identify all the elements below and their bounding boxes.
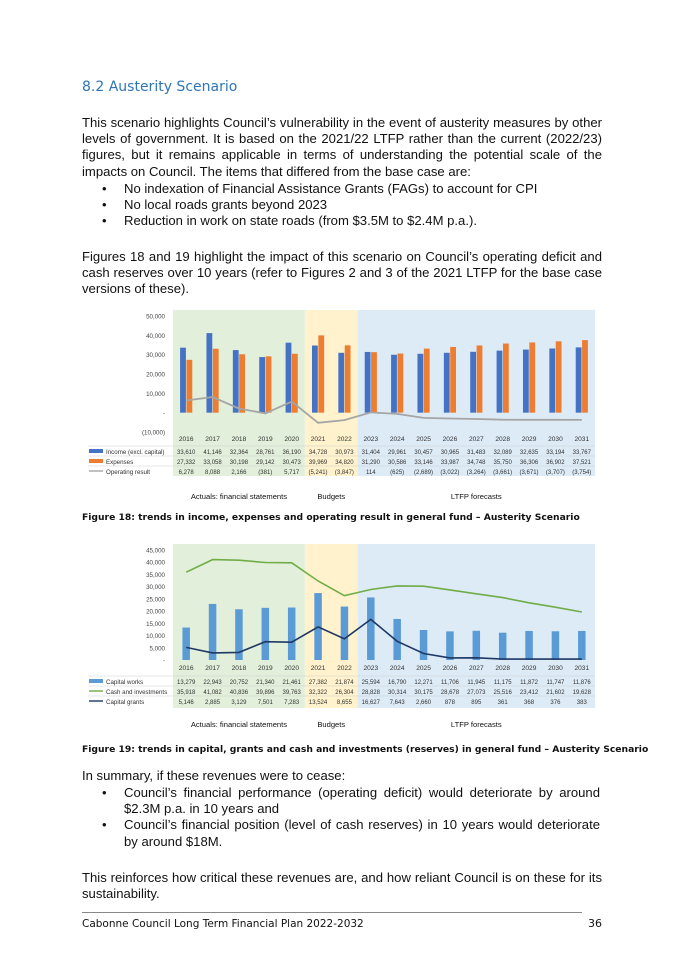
data-label: 39,896 — [256, 690, 275, 696]
x-tick-label: 2030 — [548, 665, 563, 672]
footer-title: Cabonne Council Long Term Financial Plan 2022-2032 — [82, 918, 364, 930]
bar — [213, 349, 219, 413]
data-label: (3,022) — [440, 470, 460, 476]
x-tick-label: 2021 — [310, 665, 326, 672]
bar — [552, 631, 560, 660]
data-label: (5,241) — [308, 470, 328, 476]
intro-paragraph: This scenario highlights Council’s vulnerability in the event of austerity measures by other levels of government. It is based on the 2021/22 LTFP rather than the current (2022/23) figures, but it remains applicable in terms of understanding the potential scale of the impacts on Council. The items that differed from the base case are: — [82, 115, 602, 179]
data-label: 21,602 — [546, 690, 565, 696]
x-tick-label: 2031 — [574, 436, 590, 443]
period-label-budgets: Budgets — [317, 492, 346, 501]
period-label-actuals: Actuals: financial statements — [190, 492, 288, 501]
data-label: 36,190 — [282, 450, 301, 456]
data-label: (2,689) — [414, 470, 434, 476]
x-tick-label: 2019 — [257, 436, 273, 443]
bar — [365, 352, 371, 413]
bar — [450, 347, 456, 413]
bar — [578, 631, 586, 660]
data-label: 21,461 — [282, 680, 301, 686]
series-name: Operating result — [106, 469, 151, 476]
data-label: 30,965 — [440, 450, 460, 456]
y-tick-label: 40,000 — [146, 332, 165, 340]
bar — [180, 348, 186, 413]
data-label: 30,198 — [229, 460, 249, 466]
figure-19-chart — [84, 538, 599, 738]
list-item: • Council’s financial performance (operating deficit) would deteriorate by around $2.3M p.a. in 10 years and — [100, 785, 600, 817]
section-heading: 8.2 Austerity Scenario — [82, 79, 238, 95]
series-name: Capital works — [106, 679, 144, 686]
bar — [446, 631, 454, 660]
data-label: 368 — [524, 700, 535, 706]
x-tick-label: 2025 — [416, 436, 431, 443]
bar — [397, 354, 403, 413]
data-label: 28,678 — [440, 690, 460, 696]
x-tick-label: 2022 — [337, 665, 352, 672]
data-label: 33,610 — [177, 450, 196, 456]
data-label: 3,129 — [231, 700, 247, 706]
data-label: (3,264) — [466, 470, 486, 476]
footer-divider — [82, 912, 582, 913]
data-label: 26,304 — [335, 690, 354, 696]
bar — [549, 348, 555, 412]
data-label: 21,340 — [256, 680, 275, 686]
data-label: 16,627 — [361, 700, 380, 706]
data-label: 27,332 — [177, 460, 196, 466]
data-label: 35,918 — [177, 690, 196, 696]
data-label: 36,902 — [546, 460, 565, 466]
x-tick-label: 2030 — [548, 436, 563, 443]
data-label: 11,706 — [440, 680, 459, 686]
data-label: 34,748 — [467, 460, 486, 466]
x-tick-label: 2018 — [231, 665, 247, 672]
legend-key — [89, 459, 103, 463]
bar — [420, 630, 428, 660]
data-label: 25,516 — [493, 690, 512, 696]
data-label: 11,747 — [546, 680, 565, 686]
bar — [233, 350, 239, 413]
list-item: • No indexation of Financial Assistance Grants (FAGs) to account for CPI — [100, 181, 600, 197]
legend-key — [89, 449, 103, 453]
x-tick-label: 2028 — [495, 665, 511, 672]
data-label: 7,643 — [389, 700, 405, 706]
bar — [523, 350, 529, 413]
data-label: 34,820 — [335, 460, 354, 466]
bar — [499, 633, 507, 660]
data-label: 13,279 — [177, 680, 196, 686]
list-item: • Council’s financial position (level of cash reserves) in 10 years would deteriorate by around $18M. — [100, 817, 600, 849]
data-label: 40,836 — [229, 690, 249, 696]
y-tick-label: 10,000 — [146, 390, 165, 398]
y-tick-label: - — [162, 657, 165, 665]
data-label: 23,412 — [519, 690, 539, 696]
differences-list — [100, 181, 600, 230]
data-label: 11,175 — [493, 680, 512, 686]
x-tick-label: 2029 — [521, 436, 537, 443]
figure-18-chart — [84, 300, 599, 508]
bar — [576, 347, 582, 412]
data-label: 33,058 — [203, 460, 222, 466]
closing-paragraph: This reinforces how critical these revenues are, and how reliant Council is on these for its sustainability. — [82, 870, 602, 902]
data-label: 32,364 — [229, 450, 249, 456]
period-label-actuals: Actuals: financial statements — [190, 720, 288, 729]
summary-list — [100, 785, 600, 850]
bar — [391, 355, 397, 413]
data-label: 39,763 — [282, 690, 301, 696]
data-label: 27,073 — [467, 690, 486, 696]
bar — [338, 353, 344, 413]
list-item: • Reduction in work on state roads (from $3.5M to $2.4M p.a.). — [100, 213, 600, 229]
data-label: (3,847) — [334, 470, 354, 476]
data-label: 31,290 — [361, 460, 380, 466]
data-label: 32,635 — [519, 450, 539, 456]
x-tick-label: 2022 — [337, 436, 352, 443]
x-tick-label: 2016 — [178, 665, 194, 672]
data-label: 22,943 — [203, 680, 222, 686]
bar — [312, 346, 318, 413]
x-tick-label: 2018 — [231, 436, 247, 443]
x-tick-label: 2023 — [363, 436, 379, 443]
data-label: 39,969 — [308, 460, 328, 466]
data-label: 16,790 — [388, 680, 407, 686]
data-label: 33,987 — [440, 460, 460, 466]
data-label: 878 — [444, 700, 455, 706]
bar — [417, 354, 423, 413]
data-label: 895 — [471, 700, 482, 706]
data-label: 30,175 — [414, 690, 433, 696]
data-label: 8,088 — [205, 470, 221, 476]
data-label: 31,483 — [467, 450, 486, 456]
bar — [182, 628, 190, 660]
data-label: 383 — [576, 700, 587, 706]
y-tick-label: 40,000 — [146, 559, 165, 567]
x-tick-label: 2019 — [257, 665, 273, 672]
bar — [288, 608, 296, 660]
data-label: 21,874 — [335, 680, 354, 686]
bar — [206, 333, 212, 413]
data-label: 6,278 — [178, 470, 194, 476]
y-tick-label: 25,000 — [146, 596, 165, 604]
period-label-forecasts: LTFP forecasts — [450, 492, 502, 501]
data-label: 28,761 — [256, 450, 275, 456]
x-tick-label: 2020 — [284, 665, 300, 672]
data-label: 11,945 — [467, 680, 486, 686]
data-label: 12,271 — [414, 680, 433, 686]
bar — [477, 345, 483, 412]
bar — [473, 631, 481, 660]
data-label: 13,524 — [308, 700, 328, 706]
data-label: 30,314 — [388, 690, 407, 696]
data-label: 30,457 — [414, 450, 433, 456]
data-label: (3,671) — [519, 470, 539, 476]
data-label: 20,752 — [229, 680, 249, 686]
bar — [525, 631, 533, 660]
x-tick-label: 2021 — [310, 436, 326, 443]
x-tick-label: 2029 — [521, 665, 537, 672]
bar — [239, 354, 245, 412]
data-label: 361 — [497, 700, 508, 706]
y-tick-label: (10,000) — [141, 429, 165, 437]
data-label: 41,146 — [203, 450, 222, 456]
data-label: 5,717 — [284, 470, 300, 476]
x-tick-label: 2031 — [574, 665, 590, 672]
x-tick-label: 2025 — [416, 665, 431, 672]
data-label: 114 — [366, 470, 376, 476]
data-label: 8,655 — [336, 700, 352, 706]
data-label: 2,660 — [416, 700, 432, 706]
y-tick-label: 5,000 — [149, 645, 165, 653]
bar — [470, 352, 476, 413]
data-label: 7,283 — [284, 700, 300, 706]
data-label: 2,885 — [205, 700, 221, 706]
y-tick-label: 30,000 — [146, 584, 165, 592]
bar — [424, 349, 430, 413]
data-label: (625) — [390, 470, 405, 476]
x-tick-label: 2023 — [363, 665, 379, 672]
bar — [503, 344, 509, 413]
x-tick-label: 2017 — [205, 665, 220, 672]
series-name: Expenses — [106, 459, 134, 466]
figure-18-caption: Figure 18: trends in income, expenses and operating result in general fund – Austerity Scenario — [82, 512, 580, 523]
data-label: 30,586 — [388, 460, 407, 466]
x-tick-label: 2026 — [442, 665, 458, 672]
y-tick-label: - — [162, 410, 165, 418]
data-label: 33,146 — [414, 460, 433, 466]
data-label: 36,306 — [519, 460, 539, 466]
x-tick-label: 2017 — [205, 436, 220, 443]
x-tick-label: 2016 — [178, 436, 194, 443]
bar — [497, 351, 503, 413]
bar — [556, 341, 562, 412]
y-tick-label: 20,000 — [146, 371, 165, 379]
data-label: (381) — [258, 470, 273, 476]
x-tick-label: 2024 — [389, 436, 405, 443]
bar — [529, 342, 535, 412]
bar — [341, 607, 349, 660]
bar — [259, 357, 265, 413]
y-tick-label: 45,000 — [146, 547, 165, 555]
data-label: 25,594 — [361, 680, 380, 686]
list-item: • No local roads grants beyond 2023 — [100, 197, 600, 213]
data-label: 34,728 — [308, 450, 328, 456]
data-label: 11,872 — [520, 680, 539, 686]
x-tick-label: 2028 — [495, 436, 511, 443]
data-label: 376 — [550, 700, 561, 706]
data-label: (3,754) — [572, 470, 592, 476]
y-tick-label: 50,000 — [146, 313, 165, 321]
y-tick-label: 10,000 — [146, 633, 165, 641]
data-label: 11,876 — [572, 680, 591, 686]
data-label: 5,146 — [178, 700, 194, 706]
x-tick-label: 2024 — [389, 665, 405, 672]
figures-paragraph: Figures 18 and 19 highlight the impact of this scenario on Council’s operating deficit and cash reserves over 10 years (refer to Figures 2 and 3 of the 2021 LTFP for the base case versions of these). — [82, 249, 602, 297]
series-name: Income (excl. capital) — [106, 449, 165, 456]
figure-19-caption: Figure 19: trends in capital, grants and cash and investments (reserves) in general fund – Austerity Scenario — [82, 744, 649, 755]
series-name: Capital grants — [106, 699, 145, 706]
bar — [582, 340, 588, 413]
x-tick-label: 2027 — [468, 436, 484, 443]
bar — [345, 345, 351, 412]
data-label: 31,404 — [361, 450, 380, 456]
data-label: 35,750 — [493, 460, 512, 466]
x-tick-label: 2027 — [468, 665, 484, 672]
page-number: 36 — [588, 917, 602, 930]
data-label: 32,322 — [308, 690, 328, 696]
period-label-budgets: Budgets — [317, 720, 346, 729]
data-label: (3,661) — [493, 470, 513, 476]
bar — [318, 335, 324, 412]
y-tick-label: 15,000 — [146, 620, 165, 628]
bar — [371, 352, 377, 412]
bar — [186, 360, 192, 413]
x-tick-label: 2020 — [284, 436, 300, 443]
data-label: 29,961 — [388, 450, 407, 456]
y-tick-label: 30,000 — [146, 352, 165, 360]
data-label: 30,473 — [282, 460, 301, 466]
period-label-forecasts: LTFP forecasts — [450, 720, 502, 729]
data-label: 33,767 — [572, 450, 591, 456]
data-label: 7,501 — [257, 700, 273, 706]
bar — [266, 356, 272, 412]
data-label: 28,828 — [361, 690, 380, 696]
data-label: 27,382 — [308, 680, 328, 686]
data-label: 30,973 — [335, 450, 354, 456]
data-label: 19,628 — [572, 690, 591, 696]
data-label: 32,089 — [493, 450, 512, 456]
bar — [367, 597, 375, 660]
data-label: (3,707) — [545, 470, 565, 476]
summary-intro: In summary, if these revenues were to cease: — [82, 768, 346, 783]
y-tick-label: 20,000 — [146, 608, 165, 616]
bar — [444, 353, 450, 413]
data-label: 29,142 — [256, 460, 275, 466]
data-label: 41,082 — [203, 690, 222, 696]
y-tick-label: 35,000 — [146, 571, 165, 579]
data-label: 2,166 — [231, 470, 247, 476]
x-tick-label: 2026 — [442, 436, 458, 443]
series-name: Cash and investments — [106, 689, 168, 696]
data-label: 33,194 — [546, 450, 565, 456]
data-label: 37,521 — [572, 460, 591, 466]
legend-key — [89, 679, 103, 683]
bar — [262, 608, 270, 660]
